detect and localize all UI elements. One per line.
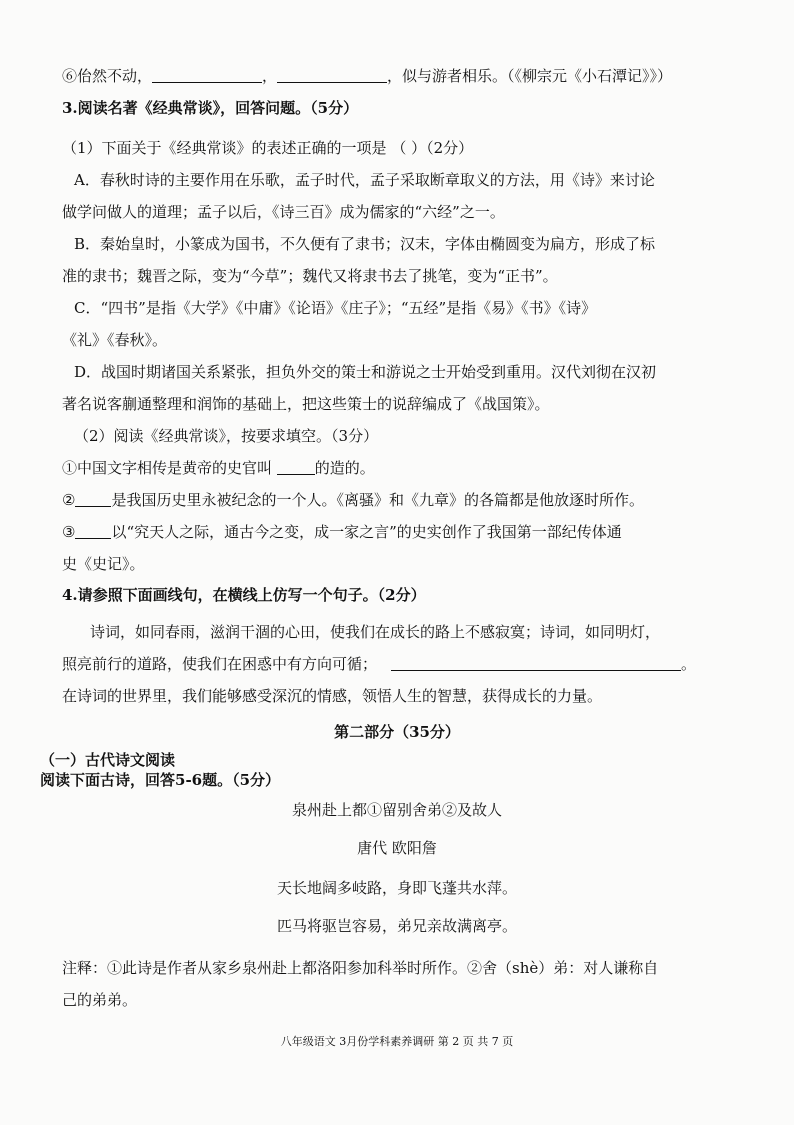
q4-line2-suffix: 。: [681, 655, 697, 673]
q3-option-d-line2: 著名说客蒯通整理和润饰的基础上，把这些策士的说辞编成了《战国策》。: [62, 395, 550, 413]
q3-sub2: （2）阅读《经典常谈》，按要求填空。（3分）: [74, 427, 379, 445]
q4-line2: [62, 654, 696, 674]
answer-blank[interactable]: [391, 656, 681, 671]
q3-option-d-line1: D．战国时期诸国关系紧张，担负外交的策士和游说之士开始受到重用。汉代刘彻在汉初: [74, 363, 657, 381]
q4-title: 4.请参照下面画线句，在横线上仿写一个句子。（2分）: [62, 586, 426, 604]
q3-option-a-line2: 做学问做人的道理；孟子以后，《诗三百》成为儒家的“六经”之一。: [62, 203, 505, 221]
q3-fill-3: [62, 522, 622, 542]
q4-line3: 在诗词的世界里，我们能够感受深沉的情感，领悟人生的智慧，获得成长的力量。: [62, 687, 603, 705]
q4-line2-prefix: 照亮前行的道路，使我们在困惑中有方向可循；: [62, 655, 378, 673]
q3-fill-3-line2: 史《史记》。: [62, 555, 145, 573]
page-footer: 八年级语文 3月份学科素养调研 第 2 页 共 7 页: [280, 1035, 514, 1048]
fill2-suffix: 是我国历史里永被纪念的一个人。《离骚》和《九章》的各篇都是他放逐时所作。: [111, 491, 644, 509]
answer-blank[interactable]: [277, 68, 387, 83]
part2-title: 第二部分（35分）: [334, 723, 460, 741]
q3-fill-1: [62, 458, 375, 478]
poem-title: 泉州赴上都①留别舍弟②及故人: [291, 801, 502, 819]
line6-suffix: ，似与游者相乐。（《柳宗元《小石潭记》》）: [387, 67, 673, 85]
poem-note-line1: 注释：①此诗是作者从家乡泉州赴上都洛阳参加科举时所作。②舍（shè）弟：对人谦称自: [62, 959, 659, 977]
poem-line-1: 天长地阔多岐路，身即飞蓬共水萍。: [276, 879, 517, 897]
poem-recitation-line-6: [62, 66, 672, 86]
answer-blank[interactable]: [75, 524, 111, 539]
q3-option-c-line1: C．“四书”是指《大学》《中庸》《论语》《庄子》；“五经”是指《易》《书》《诗》: [74, 299, 597, 317]
fill1-prefix: ①中国文字相传是黄帝的史官叫: [62, 459, 277, 477]
fill2-prefix: ②: [62, 491, 76, 509]
fill3-suffix: 以“究天人之际，通古今之变，成一家之言”的史实创作了我国第一部纪传体通: [111, 523, 622, 541]
answer-blank[interactable]: [152, 68, 262, 83]
q4-line1: 诗词，如同春雨，滋润干涸的心田，使我们在成长的路上不感寂寞；诗词，如同明灯，: [90, 623, 661, 641]
line6-mid: ，: [262, 67, 278, 85]
fill3-prefix: ③: [62, 523, 76, 541]
q3-option-a-line1: A．春秋时诗的主要作用在乐歌，孟子时代，孟子采取断章取义的方法，用《诗》来讨论: [74, 171, 655, 189]
q3-option-c-line2: 《礼》《春秋》。: [62, 331, 168, 349]
poem-line-2: 匹马将驱岂容易，弟兄亲故满离亭。: [276, 917, 517, 935]
q3-title: 3.阅读名著《经典常谈》，回答问题。（5分）: [62, 99, 359, 117]
q3-option-b-line2: 准的隶书；魏晋之际，变为“今草”；魏代又将隶书去了挑笔，变为“正书”。: [62, 267, 558, 285]
q3-fill-2: [62, 490, 644, 510]
poem-author: 唐代 欧阳詹: [357, 839, 437, 857]
section-heading: （一）古代诗文阅读: [40, 751, 176, 769]
answer-blank[interactable]: [75, 492, 111, 507]
line6-prefix: ⑥佁然不动，: [62, 67, 153, 85]
reading-instruction: 阅读下面古诗，回答5-6题。（5分）: [40, 771, 281, 789]
answer-blank[interactable]: [277, 460, 315, 475]
q3-option-b-line1: B．秦始皇时，小篆成为国书，不久便有了隶书；汉末，字体由椭圆变为扁方，形成了标: [74, 235, 656, 253]
fill1-suffix: 的造的。: [314, 459, 375, 477]
q3-sub1: （1）下面关于《经典常谈》的表述正确的一项是 （ ）（2分）: [62, 139, 474, 157]
poem-note-line2: 己的弟弟。: [62, 991, 138, 1009]
